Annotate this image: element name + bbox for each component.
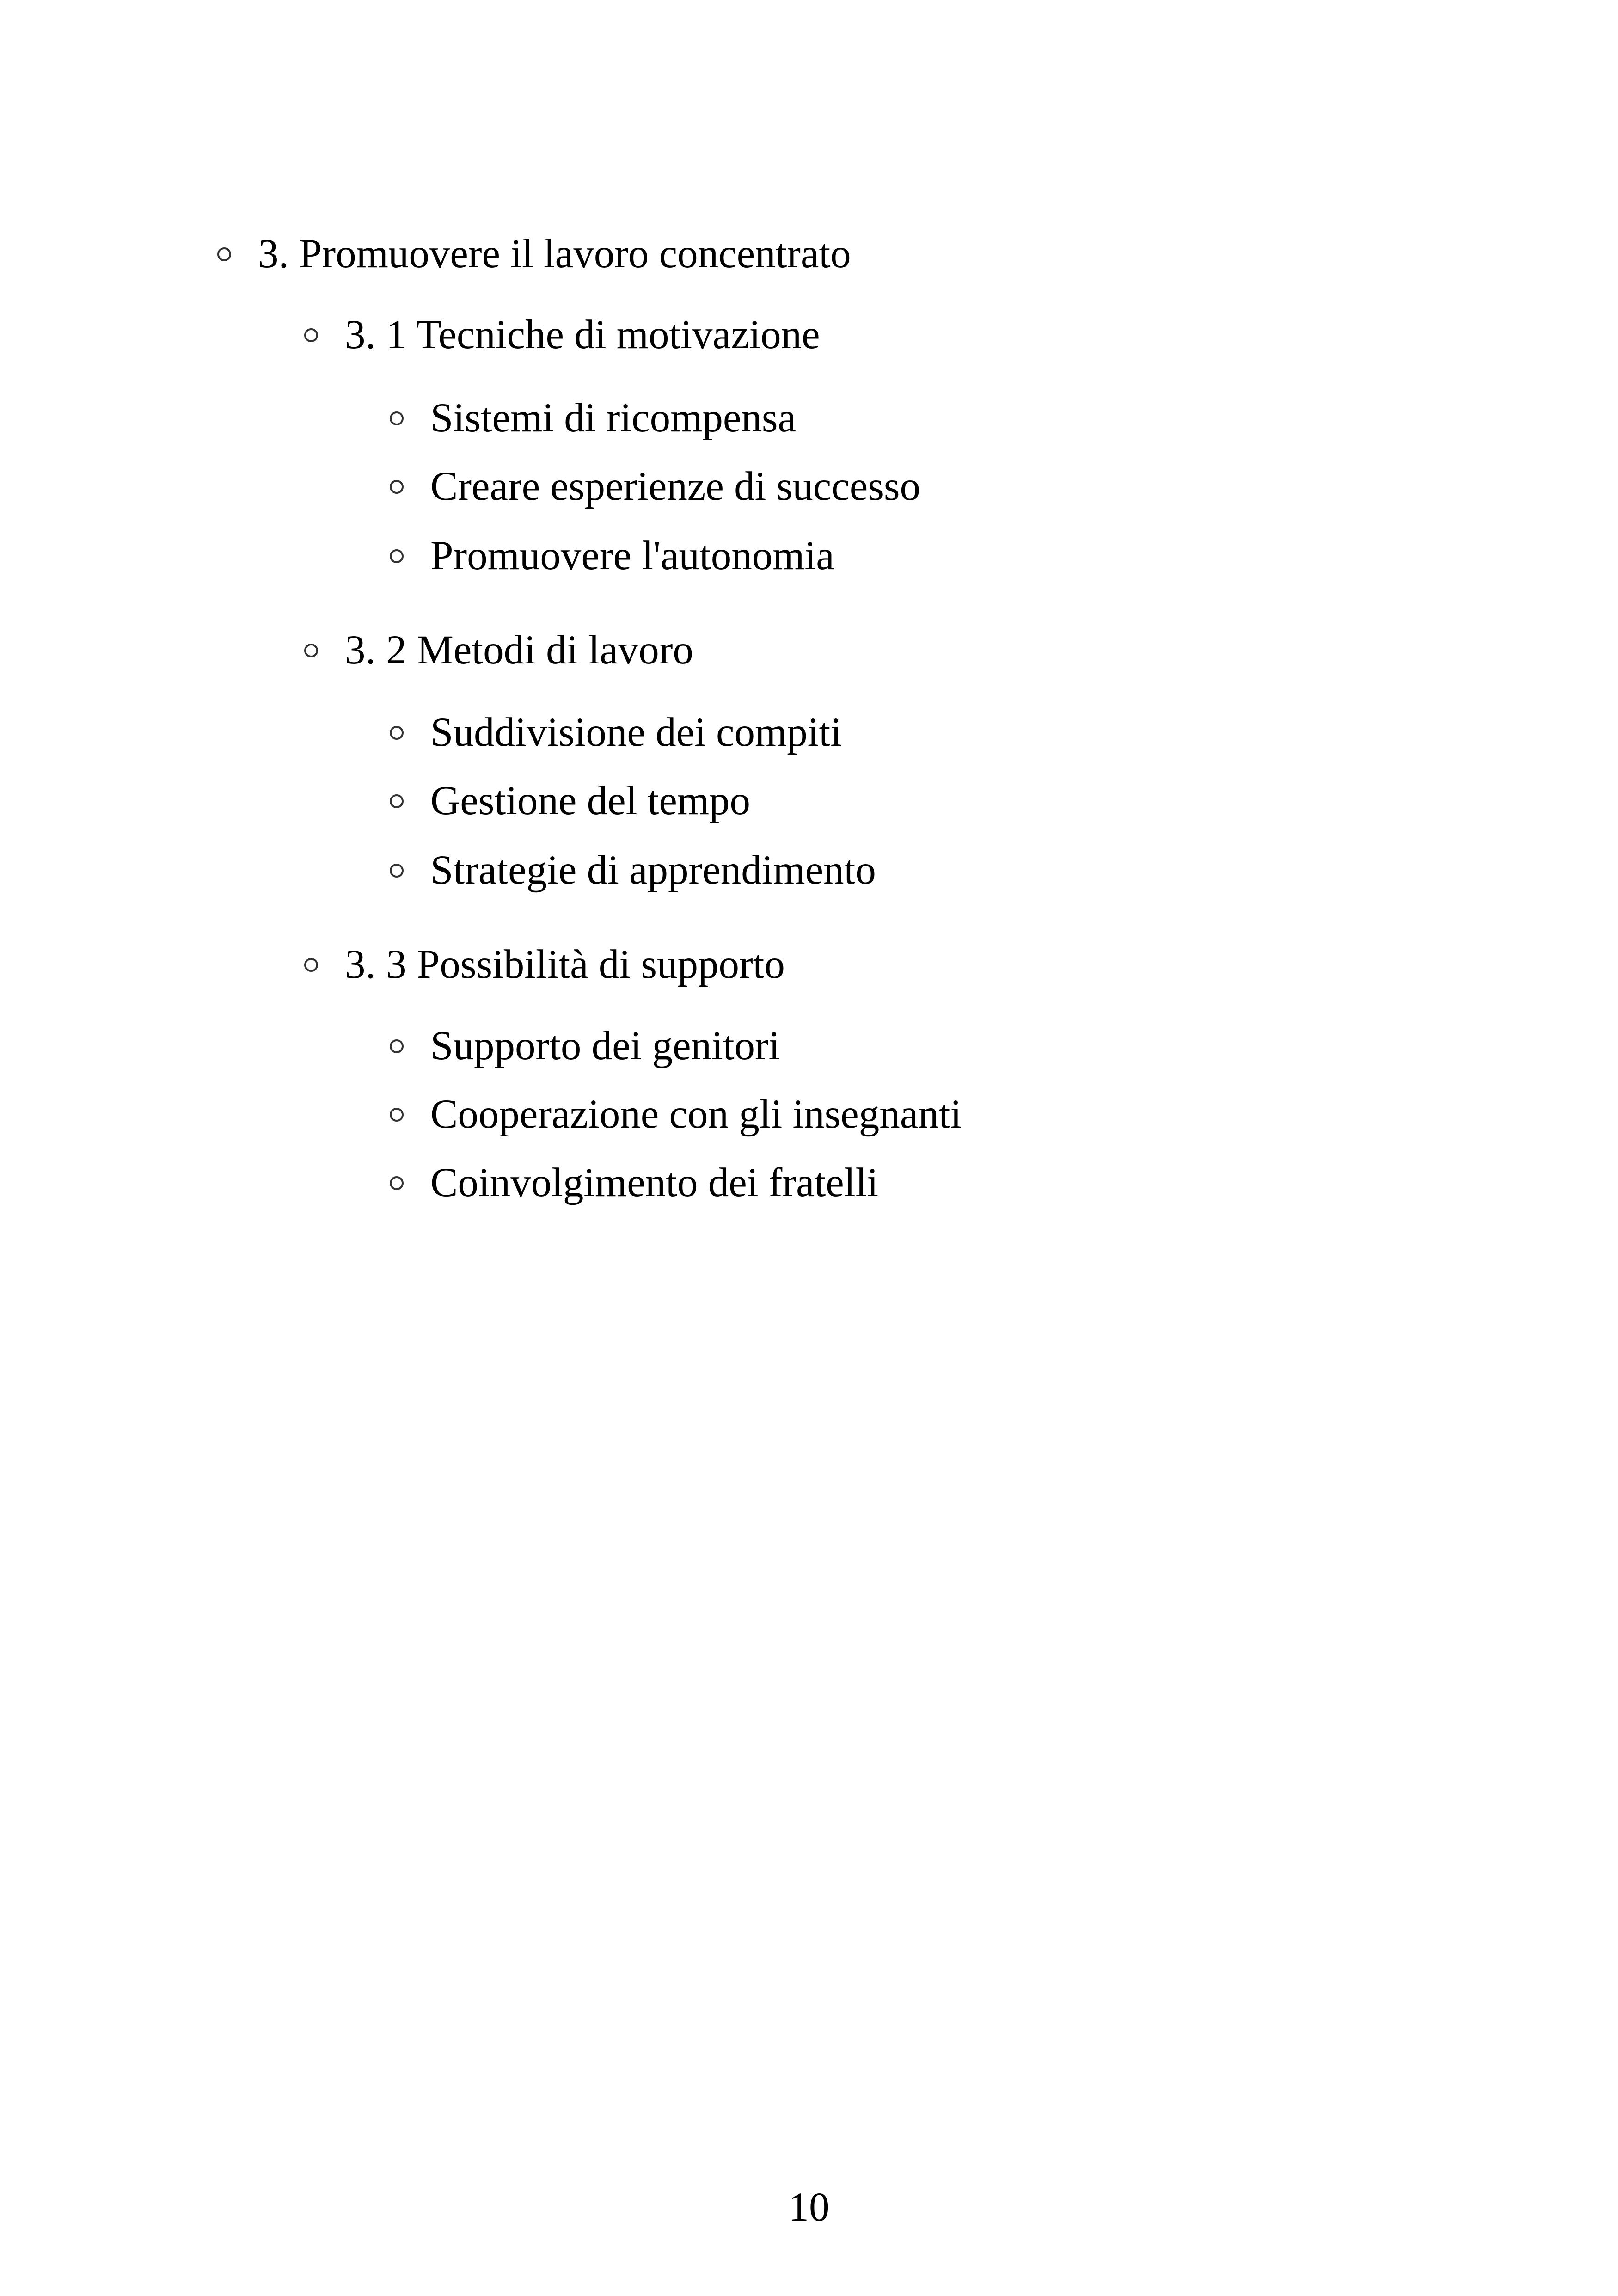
outline-item-label: Creare esperienze di successo <box>430 464 921 509</box>
outline-item-compiti <box>390 712 842 753</box>
hollow-circle-bullet-icon <box>390 549 404 563</box>
outline-subsection-3-2 <box>304 627 693 673</box>
outline-item-tempo <box>390 780 750 822</box>
outline-subsection-label: 3. 1 Tecniche di motivazione <box>345 312 820 357</box>
outline-subsection-3-1 <box>304 314 820 356</box>
hollow-circle-bullet-icon <box>217 247 231 261</box>
outline-subsection-label: 3. 2 Metodi di lavoro <box>345 627 693 673</box>
outline-item-label: Cooperazione con gli insegnanti <box>430 1092 962 1137</box>
hollow-circle-bullet-icon <box>390 794 404 808</box>
outline-section-3 <box>217 233 851 275</box>
outline-item-apprendimento <box>390 847 876 893</box>
page-number: 10 <box>788 2185 830 2230</box>
hollow-circle-bullet-icon <box>390 480 404 494</box>
outline-section-label: 3. Promuovere il lavoro concentrato <box>258 231 851 276</box>
hollow-circle-bullet-icon <box>390 1176 404 1190</box>
outline-item-insegnanti <box>390 1094 962 1135</box>
outline-item-label: Suddivisione dei compiti <box>430 710 842 755</box>
outline-item-label: Sistemi di ricompensa <box>430 395 797 441</box>
hollow-circle-bullet-icon <box>304 644 318 657</box>
hollow-circle-bullet-icon <box>390 1039 404 1053</box>
hollow-circle-bullet-icon <box>304 958 318 972</box>
outline-item-autonomia <box>390 535 834 577</box>
outline-item-ricompensa <box>390 395 797 441</box>
outline-item-label: Strategie di apprendimento <box>430 847 876 893</box>
outline-item-label: Gestione del tempo <box>430 778 751 823</box>
hollow-circle-bullet-icon <box>390 864 404 878</box>
outline-item-label: Supporto dei genitori <box>430 1023 780 1068</box>
hollow-circle-bullet-icon <box>390 411 404 425</box>
outline-item-genitori <box>390 1025 780 1067</box>
outline-item-successo <box>390 466 920 507</box>
outline-item-fratelli <box>390 1162 878 1203</box>
hollow-circle-bullet-icon <box>390 1108 404 1122</box>
outline-item-label: Promuovere l'autonomia <box>430 533 834 578</box>
outline-subsection-label: 3. 3 Possibilità di supporto <box>345 942 785 987</box>
hollow-circle-bullet-icon <box>304 328 318 342</box>
outline-subsection-3-3 <box>304 944 785 985</box>
outline-item-label: Coinvolgimento dei fratelli <box>430 1160 878 1205</box>
hollow-circle-bullet-icon <box>390 726 404 740</box>
